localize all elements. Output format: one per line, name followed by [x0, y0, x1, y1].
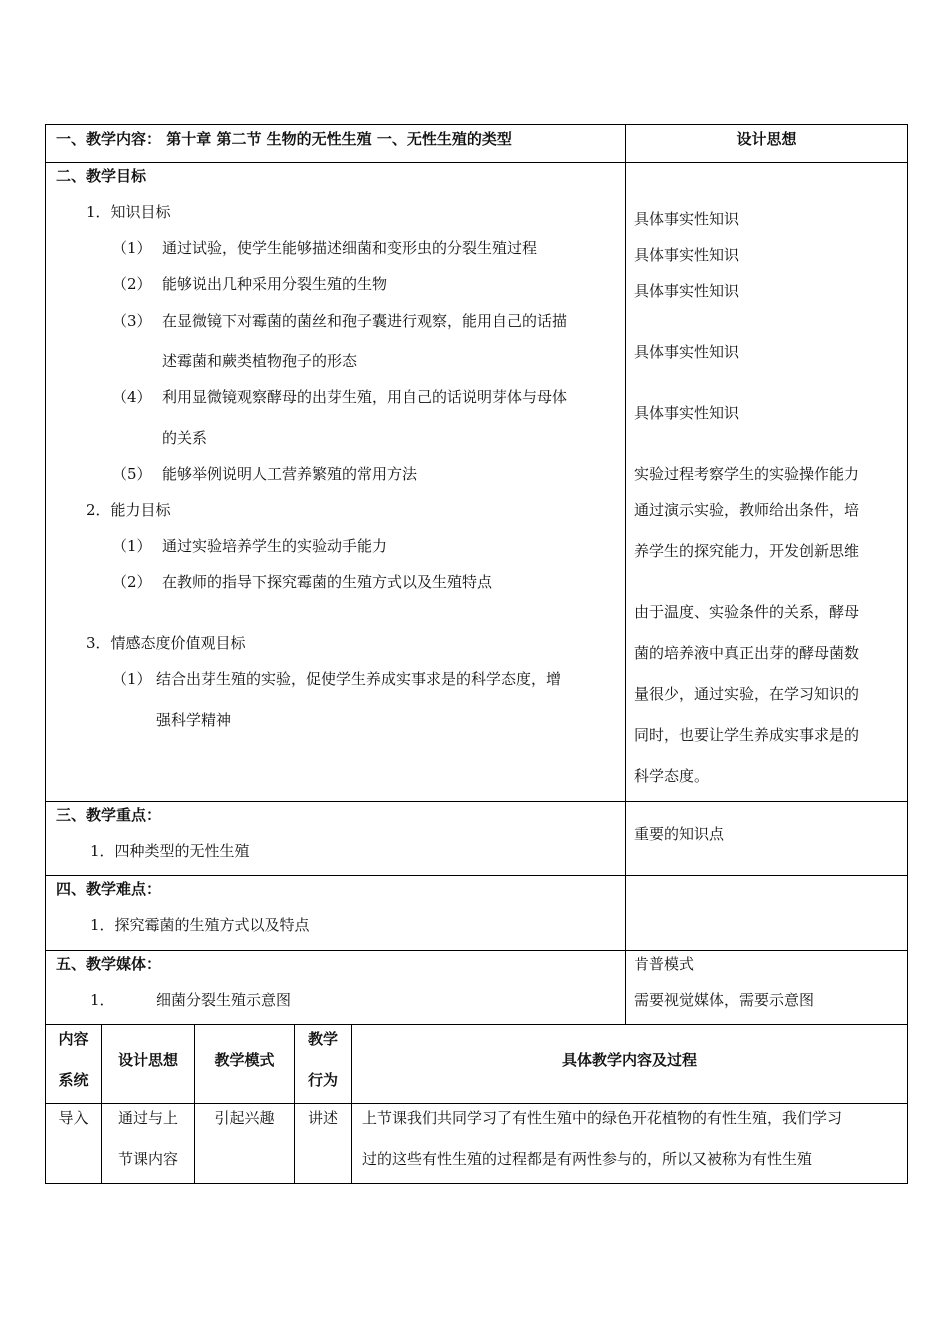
knowledge-item-num: （5）	[112, 465, 152, 483]
design-note: 实验过程考察学生的实验操作能力	[634, 465, 860, 483]
knowledge-item-text-continued: 述霉菌和蕨类植物孢子的形态	[162, 352, 358, 370]
knowledge-item-text: 通过试验，使学生能够描述细菌和变形虫的分裂生殖过程	[162, 239, 538, 257]
process-header-divider	[45, 1103, 908, 1104]
knowledge-item-text: 利用显微镜观察酵母的出芽生殖，用自己的话说明芽体与母体	[162, 388, 568, 406]
row-divider-goals	[45, 801, 908, 802]
design-note: 具体事实性知识	[634, 282, 740, 300]
media-note: 肯普模式	[634, 955, 695, 973]
design-column-header: 设计思想	[736, 130, 797, 148]
process-header-detail: 具体教学内容及过程	[561, 1051, 697, 1069]
process-row-mode: 引起兴趣	[214, 1109, 275, 1127]
table-border-top	[45, 124, 908, 125]
keypoints-note: 重要的知识点	[634, 825, 725, 843]
table-border-left	[45, 124, 46, 1184]
goals-heading: 二、教学目标	[56, 167, 147, 185]
process-header-content: 内容	[58, 1030, 89, 1048]
difficulties-heading: 四、教学难点：	[56, 880, 162, 898]
table-divider-design-column	[625, 124, 626, 1025]
keypoints-heading: 三、教学重点：	[56, 806, 162, 824]
row-divider-media	[45, 1024, 908, 1025]
design-note: 具体事实性知识	[634, 343, 740, 361]
design-note: 养学生的探究能力，开发创新思维	[634, 542, 860, 560]
lesson-title: 一、教学内容： 第十章 第二节 生物的无性生殖 一、无性生殖的类型	[56, 130, 512, 148]
process-header-behavior: 行为	[307, 1071, 338, 1089]
process-bottom-border	[45, 1183, 908, 1184]
design-note: 具体事实性知识	[634, 246, 740, 264]
knowledge-item-num: （4）	[112, 388, 152, 406]
media-item-num: 1．	[90, 991, 115, 1009]
knowledge-item-num: （3）	[112, 312, 152, 330]
knowledge-item-text: 在显微镜下对霉菌的菌丝和孢子囊进行观察，能用自己的话描	[162, 312, 568, 330]
media-note: 需要视觉媒体，需要示意图	[634, 991, 815, 1009]
ability-item-text: 通过实验培养学生的实验动手能力	[162, 537, 388, 555]
process-col-divider-4	[351, 1024, 352, 1184]
process-header-design: 设计思想	[117, 1051, 178, 1069]
knowledge-item-text: 能够说出几种采用分裂生殖的生物	[162, 275, 388, 293]
process-header-content: 系统	[58, 1071, 89, 1089]
row-divider-header	[45, 162, 908, 163]
design-note: 具体事实性知识	[634, 210, 740, 228]
process-header-mode: 教学模式	[214, 1051, 275, 1069]
emotion-goal-title: 3．情感态度价值观目标	[86, 634, 246, 652]
design-note: 菌的培养液中真正出芽的酵母菌数	[634, 644, 860, 662]
ability-item-text: 在教师的指导下探究霉菌的生殖方式以及生殖特点	[162, 573, 493, 591]
keypoints-item: 1．四种类型的无性生殖	[90, 842, 250, 860]
ability-item-num: （1）	[112, 537, 152, 555]
difficulties-item: 1．探究霉菌的生殖方式以及特点	[90, 916, 310, 934]
row-divider-difficulties	[45, 950, 908, 951]
emotion-item-text-continued: 强科学精神	[156, 711, 232, 729]
design-note: 同时，也要让学生养成实事求是的	[634, 726, 860, 744]
process-row-design: 节课内容	[117, 1150, 178, 1168]
process-row-detail: 过的这些有性生殖的过程都是有两性参与的，所以又被称为有性生殖	[362, 1150, 813, 1168]
process-col-divider-2	[194, 1024, 195, 1184]
design-note: 具体事实性知识	[634, 404, 740, 422]
table-border-right	[907, 124, 908, 1184]
emotion-item-text: 结合出芽生殖的实验，促使学生养成实事求是的科学态度，增	[156, 670, 562, 688]
media-heading: 五、教学媒体：	[56, 955, 162, 973]
process-row-behavior: 讲述	[307, 1109, 338, 1127]
design-note: 科学态度。	[634, 767, 710, 785]
ability-item-num: （2）	[112, 573, 152, 591]
process-header-behavior: 教学	[307, 1030, 338, 1048]
row-divider-keypoints	[45, 875, 908, 876]
knowledge-item-num: （1）	[112, 239, 152, 257]
knowledge-item-text: 能够举例说明人工营养繁殖的常用方法	[162, 465, 418, 483]
knowledge-item-text-continued: 的关系	[162, 429, 208, 447]
emotion-item-num: （1）	[112, 670, 152, 688]
design-note: 量很少，通过实验，在学习知识的	[634, 685, 860, 703]
ability-goal-title: 2．能力目标	[86, 501, 171, 519]
knowledge-goal-title: 1．知识目标	[86, 203, 171, 221]
knowledge-item-num: （2）	[112, 275, 152, 293]
media-item-text: 细菌分裂生殖示意图	[156, 991, 292, 1009]
design-note: 通过演示实验，教师给出条件，培	[634, 501, 860, 519]
design-note: 由于温度、实验条件的关系，酵母	[634, 603, 860, 621]
process-row-design: 通过与上	[117, 1109, 178, 1127]
process-row-detail: 上节课我们共同学习了有性生殖中的绿色开花植物的有性生殖，我们学习	[362, 1109, 843, 1127]
process-row-content: 导入	[58, 1109, 89, 1127]
